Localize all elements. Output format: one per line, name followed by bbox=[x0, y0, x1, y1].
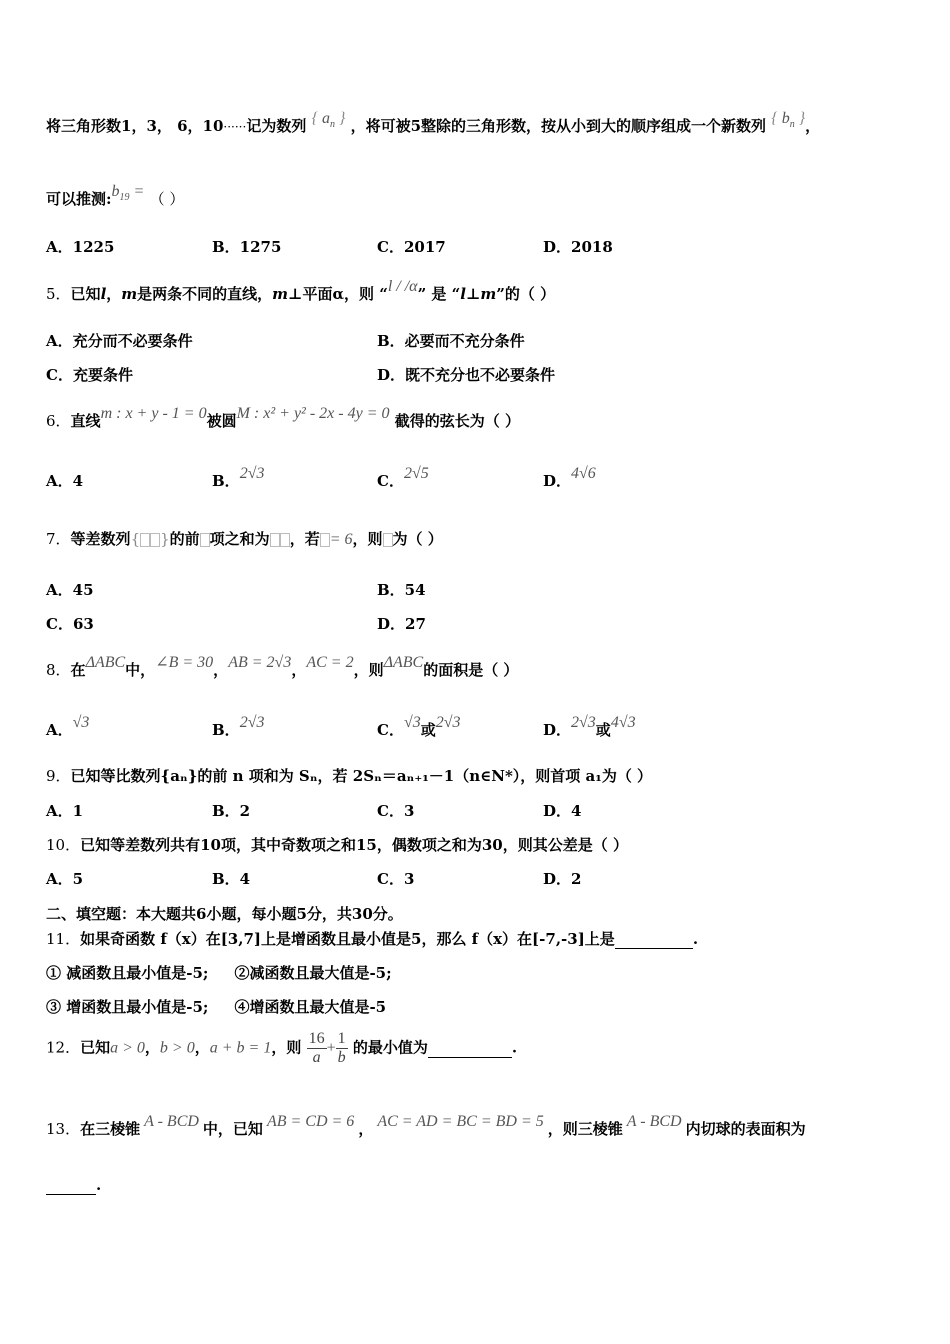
q8-triangle-2: ΔABC bbox=[383, 654, 424, 671]
q8-option-b[interactable]: B．2√3 bbox=[212, 714, 265, 739]
q11-choice-2: ②减函数且最大值是-5; bbox=[234, 964, 392, 982]
q9-number: 9． bbox=[46, 767, 71, 785]
q4-line2 bbox=[46, 183, 185, 211]
q7-placeholder-s bbox=[270, 533, 280, 547]
q6-option-a[interactable]: A．4 bbox=[46, 472, 84, 490]
q11-choices-row2 bbox=[46, 996, 386, 1017]
q13-edges-2: AC = AD = BC = BD = 5 bbox=[377, 1113, 544, 1130]
q10-text: 已知等差数列共有10项，其中奇数项之和15，偶数项之和为30，则其公差是（ ） bbox=[80, 836, 628, 854]
q7-option-c[interactable]: C．63 bbox=[46, 615, 94, 633]
q6-option-b[interactable]: B．2√3 bbox=[212, 465, 265, 490]
q10-number: 10． bbox=[46, 836, 81, 854]
q8-option-a[interactable]: A．√3 bbox=[46, 714, 90, 739]
q9-option-b[interactable]: B．2 bbox=[212, 802, 251, 820]
q12-cond-b: b > 0 bbox=[159, 1039, 195, 1057]
q4-text-a: 将三角形数1，3， 6，10 bbox=[46, 117, 224, 135]
q8-option-c[interactable]: C．√3或2√3 bbox=[377, 714, 461, 739]
q10-option-d[interactable]: D．2 bbox=[543, 870, 582, 888]
q12-fraction-16-over-a: $\frac{16}{a}$ bbox=[308, 1030, 325, 1066]
q8-number: 8． bbox=[46, 661, 71, 679]
q11-answer-blank[interactable] bbox=[615, 930, 693, 949]
q8-side-ac: AC = 2 bbox=[306, 654, 354, 671]
q13-stem: 13．在三棱锥 A - BCD 中，已知 AB = CD = 6 ， AC = AD = BC = BD = 5 ，则三棱锥 A - BCD 内切球的表面积为 bbox=[46, 1113, 806, 1138]
q12-stem: 12．已知a > 0，b > 0，a + b = 1，则 $\frac{16}{a}$ + $\frac{1}{b}$ 的最小值为 . bbox=[46, 1030, 518, 1066]
q7-option-a[interactable]: A．45 bbox=[46, 581, 94, 599]
q7-placeholder-seq: { } bbox=[130, 530, 170, 548]
b19-math: $b_{19}$ = bbox=[111, 183, 145, 204]
q6-stem: 6．直线m : x + y - 1 = 0被圆M : x² + y² - 2x - 4y = 0 截得的弦长为（ ） bbox=[46, 405, 520, 430]
q7-option-d[interactable]: D．27 bbox=[377, 615, 426, 633]
q13-answer-blank[interactable] bbox=[46, 1176, 96, 1195]
q4-option-a[interactable]: A．1225 bbox=[46, 238, 115, 256]
q7-math-eq: = 6 bbox=[329, 531, 353, 548]
q10-option-c[interactable]: C．3 bbox=[377, 870, 415, 888]
q12-fraction-1-over-b: $\frac{1}{b}$ bbox=[337, 1030, 346, 1066]
q5-math-parallel: l / /α bbox=[387, 278, 418, 295]
q4-text-c: ，将可被5整除的三角形数，按从小到大的顺序组成一个新数列 bbox=[350, 117, 767, 135]
q12-number: 12． bbox=[46, 1038, 81, 1057]
q7-number: 7． bbox=[46, 530, 71, 548]
q8-option-d[interactable]: D．2√3或4√3 bbox=[543, 714, 636, 739]
q6-circle-equation: M : x² + y² - 2x - 4y = 0 bbox=[236, 405, 390, 422]
q8-angle-b: ∠B = 30 bbox=[155, 654, 214, 671]
q9-stem bbox=[46, 765, 652, 786]
q7-option-b[interactable]: B．54 bbox=[377, 581, 426, 599]
q11-stem: 11．如果奇函数 f（x）在[3,7]上是增函数且最小值是5，那么 f（x）在[-7,-3]上是 . bbox=[46, 930, 699, 948]
q4-option-b[interactable]: B．1275 bbox=[212, 238, 282, 256]
section-2-heading: 二、填空题：本大题共6小题，每小题5分，共30分。 bbox=[46, 905, 403, 923]
q9-text: 已知等比数列{aₙ}的前 n 项和为 Sₙ，若 2Sₙ＝aₙ₊₁－1（n∈N*），则首项 a₁为（ ） bbox=[70, 767, 653, 785]
q5-option-d[interactable]: D．既不充分也不必要条件 bbox=[377, 366, 556, 384]
q7-placeholder-a5 bbox=[320, 533, 330, 547]
q5-option-c[interactable]: C．充要条件 bbox=[46, 366, 133, 384]
q11-number: 11． bbox=[46, 930, 81, 948]
q4-dots: ······ bbox=[223, 120, 247, 134]
q9-option-a[interactable]: A．1 bbox=[46, 802, 84, 820]
q6-option-c[interactable]: C．2√5 bbox=[377, 465, 429, 490]
q5-option-b[interactable]: B．必要而不充分条件 bbox=[377, 332, 525, 350]
q13-number: 13． bbox=[46, 1120, 81, 1138]
q9-option-c[interactable]: C．3 bbox=[377, 802, 415, 820]
q4-text-d: ， bbox=[805, 117, 821, 135]
q11-choices-row1 bbox=[46, 962, 392, 983]
q7-stem: 7．等差数列{ }的前 项之和为 ，若 = 6，则 为（ ） bbox=[46, 530, 443, 548]
q11-choice-1: ① 减函数且最小值是-5; bbox=[46, 964, 209, 982]
seq-a-math: { $a_n$ } bbox=[311, 110, 346, 131]
q13-answer-line: . bbox=[46, 1176, 101, 1195]
q12-cond-a: a > 0 bbox=[110, 1039, 145, 1057]
q13-edges-1: AB = CD = 6 bbox=[266, 1113, 355, 1130]
q4-option-d[interactable]: D．2018 bbox=[543, 238, 613, 256]
q6-number: 6． bbox=[46, 412, 71, 430]
q11-text: 如果奇函数 f（x）在[3,7]上是增函数且最小值是5，那么 f（x）在[-7,-3]上是 bbox=[80, 930, 615, 948]
q13-pyramid-2: A - BCD bbox=[626, 1113, 682, 1130]
q10-option-b[interactable]: B．4 bbox=[212, 870, 251, 888]
q10-stem bbox=[46, 834, 628, 855]
q5-number: 5． bbox=[46, 285, 71, 303]
seq-b-math: { $b_n$ } bbox=[771, 110, 806, 131]
q7-placeholder-n bbox=[200, 533, 210, 547]
q8-triangle: ΔABC bbox=[85, 654, 126, 671]
q6-option-d[interactable]: D．4√6 bbox=[543, 465, 596, 490]
q4-option-c[interactable]: C．2017 bbox=[377, 238, 446, 256]
q11-choice-4: ④增函数且最大值是-5 bbox=[234, 998, 387, 1016]
q12-cond-sum: a + b = 1 bbox=[209, 1039, 272, 1057]
q13-pyramid: A - BCD bbox=[144, 1113, 199, 1130]
q5-option-a[interactable]: A．充分而不必要条件 bbox=[46, 332, 193, 350]
q12-answer-blank[interactable] bbox=[428, 1039, 512, 1058]
q4-line1 bbox=[46, 110, 821, 138]
q8-side-ab: AB = 2√3 bbox=[228, 654, 292, 671]
q4-text-e: 可以推测: bbox=[46, 190, 112, 208]
q4-text-b: 记为数列 bbox=[246, 117, 307, 135]
q6-line-equation: m : x + y - 1 = 0 bbox=[100, 405, 207, 422]
q4-bracket: （ ） bbox=[149, 190, 185, 208]
q11-choice-3: ③ 增函数且最小值是-5; bbox=[46, 998, 209, 1016]
q8-stem: 8．在ΔABC中，∠B = 30，AB = 2√3，AC = 2，则ΔABC的面积是（ ） bbox=[46, 654, 519, 679]
q5-stem: 5．已知l，m是两条不同的直线，m⊥平面α，则 “l / /α” 是 “l⊥m”的（ ） bbox=[46, 278, 556, 303]
q9-option-d[interactable]: D．4 bbox=[543, 802, 582, 820]
q7-placeholder-s9 bbox=[383, 533, 393, 547]
q10-option-a[interactable]: A．5 bbox=[46, 870, 84, 888]
